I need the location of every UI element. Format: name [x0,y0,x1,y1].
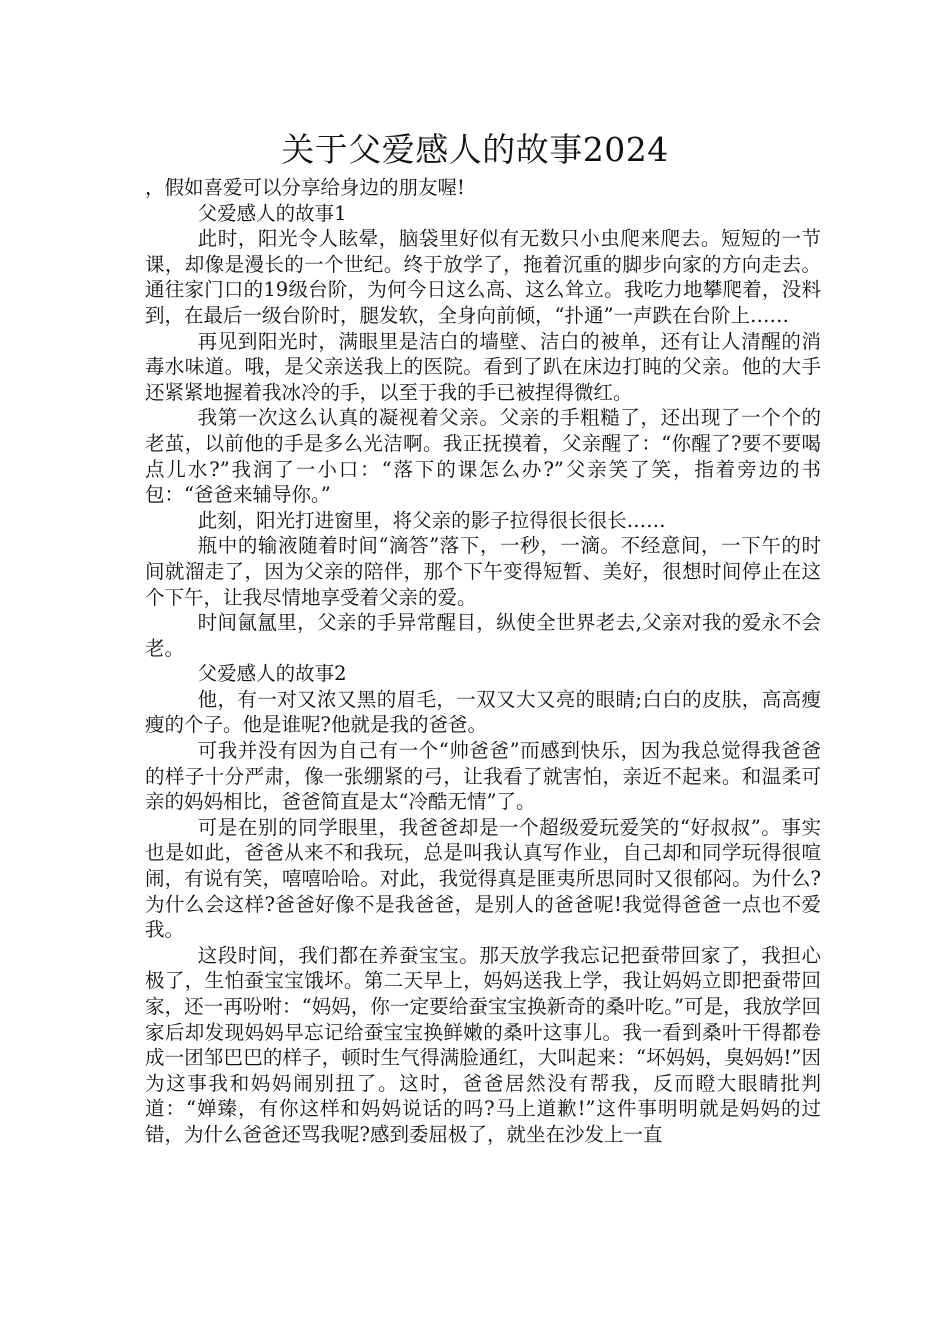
document-title: 关于父爱感人的故事2024 [281,130,669,169]
paragraph: 可我并没有因为自己有一个“帅爸爸”而感到快乐，因为我总觉得我爸爸的样子十分严肃，像一张绷紧的弓，让我看了就害怕，亲近不起来。和温柔可亲的妈妈相比，爸爸简直是太“冷酷无情”了。 [145,739,821,814]
paragraph: 这段时间，我们都在养蚕宝宝。那天放学我忘记把蚕带回家了，我担心极了，生怕蚕宝宝饿坏。第二天早上，妈妈送我上学，我让妈妈立即把蚕带回家，还一再吩咐：“妈妈，你一定要给蚕宝宝换新奇的桑叶吃。”可是，我放学回家后却发现妈妈早忘记给蚕宝宝换鲜嫩的桑叶这事儿。我一看到桑叶干得都卷成一团邹巴巴的样子，顿时生气得满脸通红，大叫起来：“坏妈妈，臭妈妈!”因为这事我和妈妈闹别扭了。这时，爸爸居然没有帮我，反而瞪大眼睛批判道：“婵臻，有你这样和妈妈说话的吗?马上道歉!”这件事明明就是妈妈的过错，为什么爸爸还骂我呢?感到委屈极了，就坐在沙发上一直 [145,943,821,1146]
paragraph: 时间氤氲里，父亲的手异常醒目，纵使全世界老去,父亲对我的爱永不会老。 [145,611,821,660]
paragraph: 可是在别的同学眼里，我爸爸却是一个超级爱玩爱笑的“好叔叔”。事实也是如此，爸爸从来不和我玩，总是叫我认真写作业，自己却和同学玩得很喧闹，有说有笑，嘻嘻哈哈。对此，我觉得真是匪夷所思同时又很郁闷。为什么?为什么会这样?爸爸好像不是我爸爸，是别人的爸爸呢!我觉得爸爸一点也不爱我。 [145,815,821,942]
document-body [145,175,821,1148]
paragraph: 他，有一对又浓又黑的眉毛，一双又大又亮的眼睛;白白的皮肤，高高瘦瘦的个子。他是谁呢?他就是我的爸爸。 [145,687,821,737]
paragraph: 瓶中的输液随着时间“滴答”落下，一秒，一滴。不经意间，一下午的时间就溜走了，因为父亲的陪伴，那个下午变得短暂、美好，很想时间停止在这个下午，让我尽情地享受着父亲的爱。 [145,534,821,609]
paragraph: 此刻，阳光打进窗里，将父亲的影子拉得很长很长…… [197,508,666,532]
section-heading-1: 父爱感人的故事1 [197,201,347,225]
paragraph: 我第一次这么认真的凝视着父亲。父亲的手粗糙了，还出现了一个个的老茧，以前他的手是多么光洁啊。我正抚摸着，父亲醒了：“你醒了?要不要喝点儿水?”我润了一小口：“落下的课怎么办?”父亲笑了笑，指着旁边的书包：“爸爸来辅导你。” [145,406,821,507]
paragraph: 再见到阳光时，满眼里是洁白的墙壁、洁白的被单，还有让人清醒的消毒水味道。哦，是父亲送我上的医院。看到了趴在床边打盹的父亲。他的大手还紧紧地握着我冰冷的手，以至于我的手已被捏得微红。 [145,329,821,404]
paragraph: 此时，阳光令人眩晕，脑袋里好似有无数只小虫爬来爬去。短短的一节课，却像是漫长的一个世纪。终于放学了，拖着沉重的脚步向家的方向走去。通往家门口的19级台阶，为何今日这么高、这么耸立。我吃力地攀爬着，没料到，在最后一级台阶时，腿发软，全身向前倾，“扑通”一声跌在台阶上…… [145,227,821,327]
section-heading-2: 父爱感人的故事2 [197,662,347,686]
intro-paragraph: ，假如喜爱可以分享给身边的朋友喔! [145,176,465,199]
